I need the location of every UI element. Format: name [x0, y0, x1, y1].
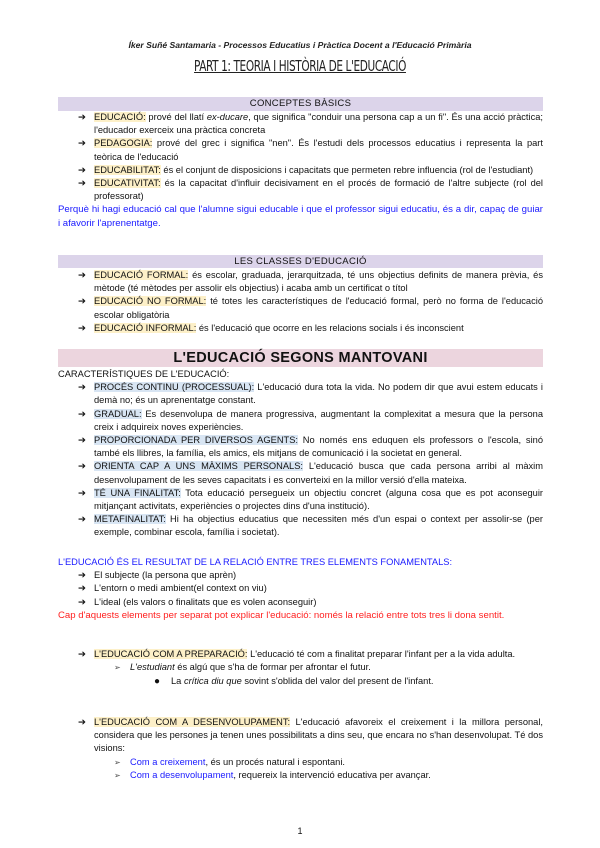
list-item: [58, 295, 543, 321]
sub-item: [58, 756, 543, 769]
definition: Tota educació persegueix un objectiu concret (alguna cosa que es pot aconseguir mitjançant activitats, experiències o projectes dins d'una institució).: [94, 487, 543, 512]
arrow-right-icon: ➔: [78, 487, 86, 498]
section-heading-classes: LES CLASSES D'EDUCACIÓ: [58, 255, 543, 268]
list-item: [58, 269, 543, 295]
arrow-right-icon: ➔: [78, 322, 86, 333]
page-title: PART 1: TEORIA I HISTÒRIA DE L'EDUCACIÓ: [194, 57, 406, 75]
arrow-right-icon: ➔: [78, 583, 86, 594]
term: EDUCACIÓ FORMAL:: [94, 270, 189, 280]
list-item: [58, 460, 543, 486]
term: ORIENTA CAP A UNS MÀXIMS PERSONALS:: [94, 461, 304, 472]
sub-sub-item: [58, 675, 543, 688]
sub-item: [58, 661, 543, 674]
arrow-right-icon: ➔: [78, 270, 86, 280]
page-number: 1: [297, 826, 303, 836]
list-item: [58, 177, 543, 203]
list-item: [58, 137, 543, 163]
term: EDUCACIÓ NO FORMAL:: [94, 296, 207, 307]
vision-label: Com a desenvolupament: [130, 769, 234, 780]
term: PROCÉS CONTINU (PROCESSUAL):: [94, 382, 255, 393]
list-item: [58, 322, 543, 335]
definition: prové del grec i significa "nen". És l'estudi dels processos educatius i representa la part teòrica de l'educació: [94, 138, 543, 162]
desenvolupament-section: [58, 716, 543, 782]
definition: té totes les característiques de l'educació formal, però no forma de l'educació escolar obligatòria: [94, 296, 543, 320]
list-item: [58, 716, 543, 756]
definition: prové del llatí: [145, 112, 207, 122]
term: EDUCATIVITAT:: [94, 178, 161, 189]
arrowhead-icon: ➢: [114, 663, 121, 673]
elements-heading: L'EDUCACIÓ ÉS EL RESULTAT DE LA RELACIÓ ENTRE TRES ELEMENTS FONAMENTALS:: [58, 557, 453, 567]
conceptes-note: Perquè hi hagi educació cal que l'alumne sigui educable i que el professor sigui educatiu, és a dir, capaç de guiar i afavorir l'aprenentatge.: [58, 204, 543, 229]
vision-text: , requereix la intervenció educativa per avançar.: [233, 769, 431, 780]
arrow-right-icon: ➔: [78, 112, 86, 122]
definition: Es desenvolupa de manera progressiva, augmentant la complexitat a mesura que la persona creix i adquireix noves experiències.: [94, 408, 543, 432]
bullet-text: sovint s'oblida del valor del present de l'infant.: [241, 676, 434, 687]
elements-section: [58, 556, 543, 622]
section-heading-conceptes: CONCEPTES BÀSICS: [58, 97, 543, 111]
bullet-dot-icon: ●: [154, 676, 161, 688]
element-text: L'ideal (els valors o finalitats que es volen aconseguir): [94, 596, 317, 607]
definition: és escolar, graduada, jerarquitzada, té uns objectius definits de manera prèvia, és mètode (té mètodes per assolir els objectius) i acaba amb un certificat o títol: [94, 270, 543, 294]
term: GRADUAL:: [94, 408, 142, 419]
arrow-right-icon: ➔: [78, 138, 86, 149]
term: PEDAGOGIA:: [94, 138, 153, 149]
classes-list: [58, 269, 543, 335]
list-item: [58, 434, 543, 460]
definition: és l'educació que ocorre en les relacions socials i és inconscient: [196, 322, 464, 333]
term: EDUCABILITAT:: [94, 164, 161, 175]
list-item: [58, 648, 543, 661]
arrowhead-icon: ➢: [114, 770, 121, 780]
definition: Hi ha objectius educatius que necessiten més d'un espai o context per assolir-se (per exemple, combinar escola, família i societat).: [94, 514, 543, 538]
term: EDUCACIÓ:: [94, 112, 146, 122]
definition: , que significa "conduir una persona cap a un fi". És una acció pràctica; l'educador exerceix una pràctica concreta: [94, 112, 543, 136]
definition: No només ens eduquen els professors o l'escola, sinó també els llibres, la família, els amics, els mitjans de comunicació i la societat en general.: [94, 435, 543, 459]
list-item: [58, 569, 543, 582]
bullet-text: La: [171, 676, 184, 687]
term: PROPORCIONADA PER DIVERSOS AGENTS:: [94, 435, 298, 446]
arrowhead-icon: ➢: [114, 757, 121, 767]
list-item: [58, 111, 543, 137]
definition: L'educació té com a finalitat preparar l'infant per a la vida adulta.: [247, 649, 516, 659]
definition: L'educació busca que cada persona arribi al màxim desenvolupament de les seves capacitats i es converteixi en la millor versió d'ella mateixa.: [94, 461, 543, 485]
arrow-right-icon: ➔: [78, 514, 86, 525]
arrow-right-icon: ➔: [78, 596, 86, 607]
arrow-right-icon: ➔: [78, 435, 86, 446]
bullet-italic: crítica diu que: [183, 676, 242, 687]
list-item: [58, 582, 543, 595]
term: METAFINALITAT:: [94, 514, 166, 525]
vision-text: , és un procés natural i espontani.: [205, 756, 345, 767]
characteristics-heading: CARACTERÍSTIQUES DE L'EDUCACIÓ:: [58, 369, 230, 379]
term: L'EDUCACIÓ COM A PREPARACIÓ:: [94, 649, 248, 659]
list-item: [58, 164, 543, 177]
vision-label: Com a creixement: [130, 756, 206, 767]
arrow-right-icon: ➔: [78, 408, 86, 419]
section-heading-mantovani: L'EDUCACIÓ SEGONS MANTOVANI: [58, 349, 543, 367]
sub-item: [58, 769, 543, 782]
element-text: L'entorn o medi ambient(el context on viu): [94, 583, 267, 594]
list-item: [58, 408, 543, 434]
arrow-right-icon: ➔: [78, 164, 86, 175]
term: TÉ UNA FINALITAT:: [94, 487, 181, 498]
conceptes-list: [58, 111, 543, 230]
arrow-right-icon: ➔: [78, 717, 86, 727]
definition: és la capacitat d'influir decisivament en el procés de formació de l'altre subjecte (rol del professorat): [94, 178, 543, 202]
list-item: [58, 487, 543, 513]
preparacio-section: [58, 648, 543, 689]
term: L'EDUCACIÓ COM A DESENVOLUPAMENT:: [94, 717, 291, 727]
arrow-right-icon: ➔: [78, 461, 86, 472]
elements-note: Cap d'aquests elements per separat pot explicar l'educació: només la relació entre tots tres li dona sentit.: [58, 609, 505, 621]
arrow-right-icon: ➔: [78, 296, 86, 307]
definition: L'educació dura tota la vida. No podem dir que avui estem educats i demà no; és un aprenentatge constant.: [94, 382, 543, 406]
list-item: [58, 596, 543, 609]
arrow-right-icon: ➔: [78, 649, 86, 659]
arrow-right-icon: ➔: [78, 382, 86, 393]
mantovani-section: [58, 368, 543, 540]
definition: és el conjunt de disposicions i capacitats que permeten rebre influencia (rol de l'estudiant): [160, 164, 534, 175]
definition-italic: ex-ducare: [206, 112, 249, 122]
definition: L'educació afavoreix el creixement i la millora personal, considera que les persones ja tenen unes possibilitats a dins seu, que encara no s'han desenvolupat. Té dos visions:: [94, 717, 543, 754]
running-header: Íker Suñé Santamaria - Processos Educatius i Pràctica Docent a l'Educació Primària: [128, 40, 472, 50]
term: EDUCACIÓ INFORMAL:: [94, 322, 197, 333]
list-item: [58, 513, 543, 539]
sub-text: és algú que s'ha de formar per afrontar el futur.: [174, 662, 371, 673]
arrow-right-icon: ➔: [78, 178, 86, 189]
list-item: [58, 381, 543, 407]
arrow-right-icon: ➔: [78, 570, 86, 581]
sub-italic: L'estudiant: [130, 662, 175, 673]
element-text: El subjecte (la persona que aprèn): [94, 570, 237, 581]
